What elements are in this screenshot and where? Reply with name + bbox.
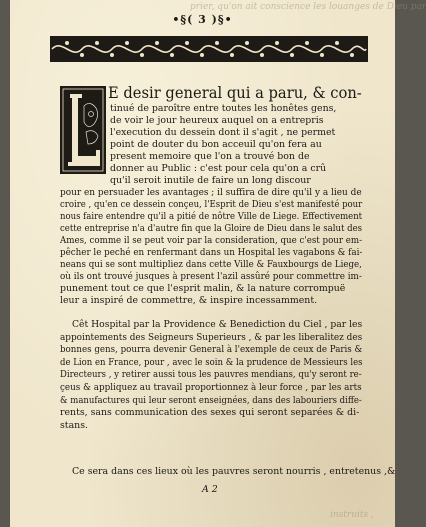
text-line: çeus & appliquez au travail proportionnez à leur force , par les arts	[60, 382, 362, 393]
text-line: appointements des Seigneurs Superieurs , & par les liberalitez des	[60, 331, 363, 343]
page-number: •§( 3 )§•	[172, 13, 233, 26]
text-line: de voir le jour heureux auquel on a entrepris	[110, 115, 324, 126]
text-line: pêcher le peché en renfermant dans un Hospital les vagabons & fai-	[60, 247, 363, 258]
bleed-through-text-bottom: instruits ,	[330, 510, 374, 520]
text-line: Directeurs , y retirer aussi tous les pauvres mendians, qu'y seront re-	[60, 369, 362, 381]
text-line: nous faire entendre qu'il a pitié de nôtre Ville de Liege. Effectivement	[60, 211, 363, 222]
document-page	[10, 0, 426, 527]
text-line: l'execution du dessein dont il s'agit , ne permet	[110, 127, 336, 138]
text-line: tinué de paroître entre toutes les honêtes gens,	[110, 103, 337, 114]
text-line: cette entreprise n'a d'autre fin que la Gloire de Dieu dans le salut des	[60, 223, 363, 234]
text-line: qu'il seroit inutile de faire un long discour	[110, 175, 311, 186]
signature-mark: A 2	[202, 484, 218, 495]
bleed-through-text: prier, qu'on ait conscience les louanges de Dieu par	[190, 2, 426, 12]
text-line: Cêt Hospital par la Providence & Benediction du Ciel , par les	[72, 319, 363, 330]
text-line: E desir general qui a paru, & con-	[108, 84, 362, 102]
text-line: leur a inspiré de commettre, & inspire incessamment.	[60, 295, 318, 306]
text-line: neans qui se sont multipliez dans cette Ville & Fauxbourgs de Liege,	[60, 259, 362, 270]
text-line: bonnes gens, pourra devenir General à l'exemple de ceux de Paris &	[60, 344, 363, 356]
text-line: punement tout ce que l'esprit malin, & la nature corrompuë	[60, 283, 346, 294]
ornamental-headband	[50, 36, 368, 62]
text-line: & manufactures qui leur seront enseignées, dans des labouriers diffe-	[60, 394, 362, 406]
decorative-initial-L	[60, 86, 106, 174]
text-line: present memoire que l'on a trouvé bon de	[110, 151, 310, 162]
text-line: rents, sans communication des sexes qui seront separées & di-	[60, 407, 360, 419]
text-line: stans.	[60, 419, 88, 431]
text-line: donner au Public : c'est pour cela qu'on a crû	[110, 163, 327, 174]
text-line: croire , qu'en ce dessein conçeu, l'Esprit de Dieu s'est manifesté pour	[60, 199, 363, 210]
last-line-text: Ce sera dans ces lieux où les pauvres seront nourris , entretenus ,&	[72, 466, 396, 477]
text-line: de Lion en France, pour , avec le soin & la prudence de Messieurs les	[60, 356, 363, 368]
text-line: pour en persuader les avantages ; il suffira de dire qu'il y a lieu de	[60, 187, 362, 198]
text-line: point de douter du bon acceuil qu'on fera au	[110, 139, 322, 150]
text-line: Ames, comme il se peut voir par la consideration, que c'est pour em-	[60, 235, 363, 246]
text-line: où ils ont trouvé jusques à present l'azil assûré pour commettre im-	[60, 271, 362, 282]
